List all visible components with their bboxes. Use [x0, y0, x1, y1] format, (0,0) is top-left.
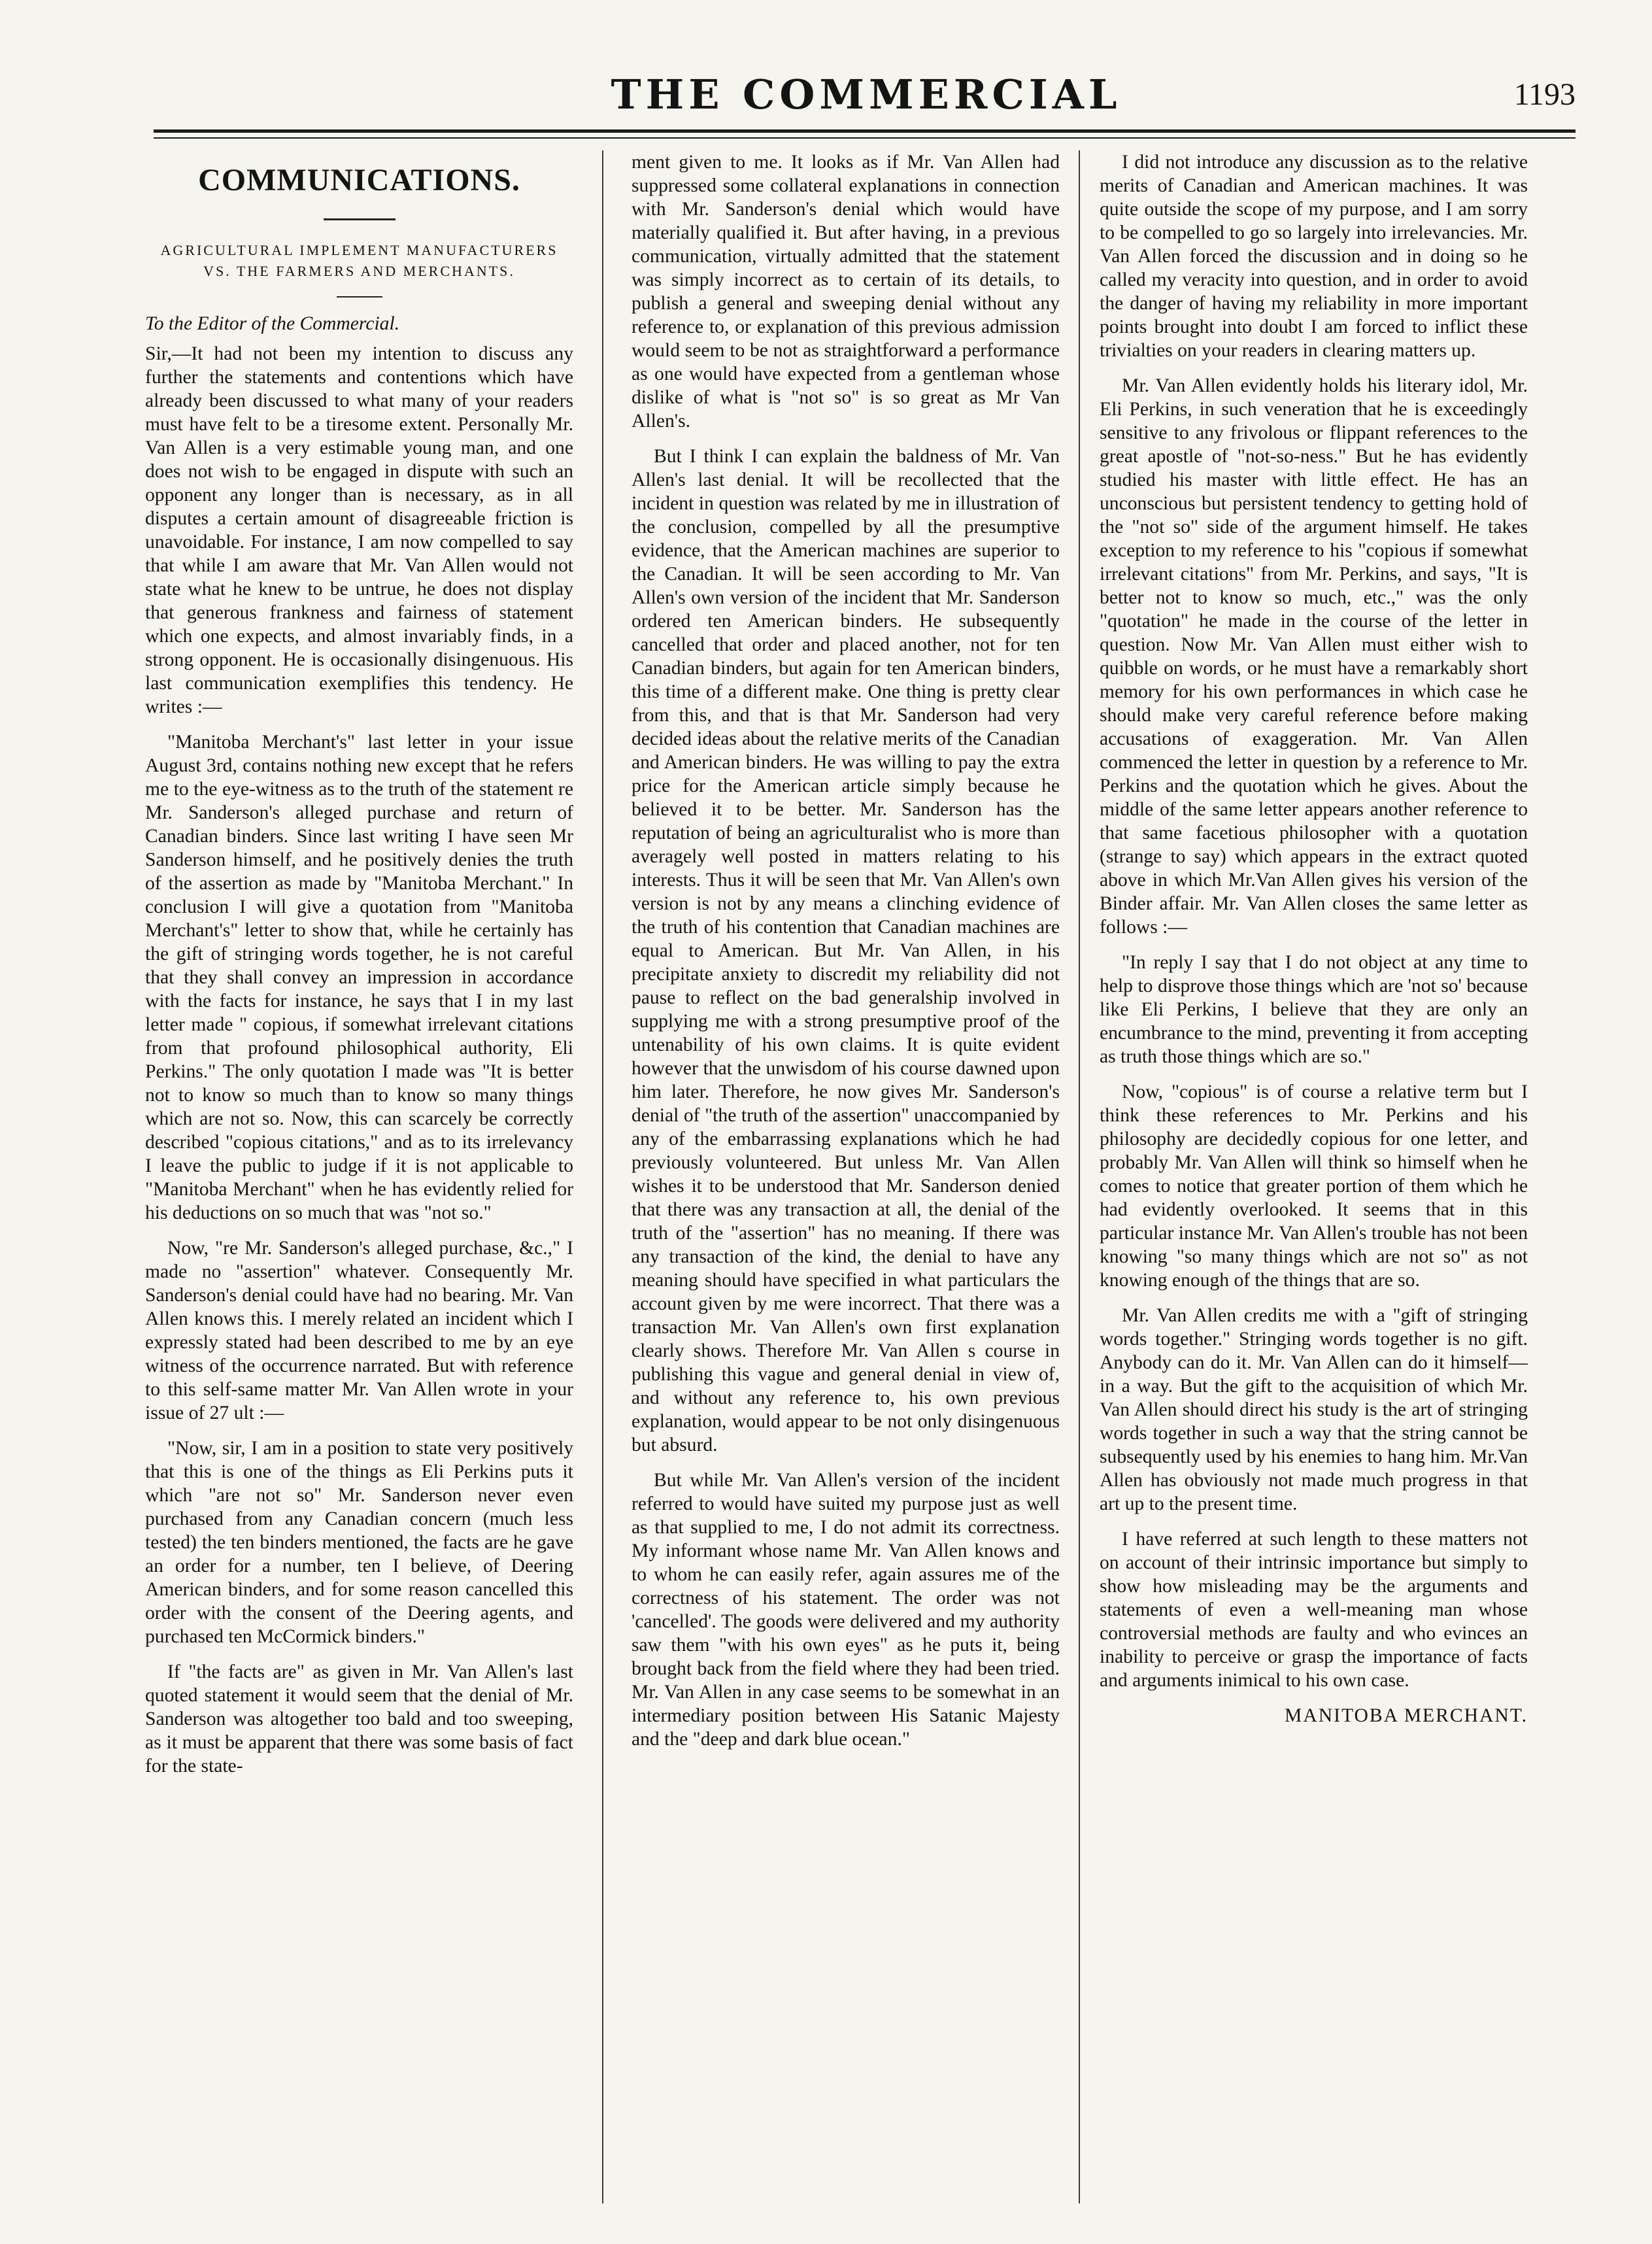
column-3: [1100, 150, 1528, 1739]
masthead: [157, 65, 1576, 128]
paragraph: Sir,—It had not been my intention to discuss any further the statements and contentions which have already been discussed to what many of your readers must have felt to be a tiresome extent. Personally Mr. Van Allen is a very estimable young man, and one does not wish to be engaged in dispute with such an opponent any longer than is necessary, as in all disputes a certain amount of disagreeable friction is unavoidable. For instance, I am now compelled to say that while I am aware that Mr. Van Allen would not state what he knew to be untrue, he does not display that generous frankness and fairness of statement which one expects, and almost invariably finds, in a strong opponent. He is occasionally disingenuous. His last communication exemplifies this tendency. He writes :—: [145, 343, 573, 717]
paragraph: Now, "copious" is of course a relative term but I think these references to Mr. Perkins and his philosophy are decidedly copious for one letter, and probably Mr. Van Allen will think so himself when he comes to notice that greater portion of them which he had evidently overlooked. It seems that in this particular instance Mr. Van Allen's trouble has not been knowing "so many things which are not so" as not knowing enough of the things that are so.: [1100, 1081, 1528, 1291]
section-heading: COMMUNICATIONS.: [198, 163, 520, 197]
letter-address: To the Editor of the Commercial.: [145, 313, 400, 334]
newspaper-title: THE COMMERCIAL: [611, 71, 1122, 118]
page-number: 1193: [1513, 77, 1576, 112]
paragraph: But while Mr. Van Allen's version of the incident referred to would have suited my purpose just as well as that supplied to me, I do not admit its correctness. My informant whose name Mr. Van Allen knows and to whom he can easily refer, again assures me of the correctness of his statement. The order was not 'cancelled'. The goods were delivered and my authority saw them "with his own eyes" as he puts it, being brought back from the field where they had been tried. Mr. Van Allen in any case seems to be somewhat in an intermediary position between His Satanic Majesty and the "deep and dark blue ocean.": [632, 1470, 1060, 1750]
column-2: [632, 150, 1060, 1763]
header-rule-thick: [154, 129, 1576, 133]
column-divider: [602, 150, 603, 2203]
paragraph: But I think I can explain the baldness of Mr. Van Allen's last denial. It will be recollected that the incident in question was related by me in illustration of the conclusion, compelled by all the presumptive evidence, that the American machines are superior to the Canadian. It will be seen according to Mr. Van Allen's own version of the incident that Mr. Sanderson ordered ten American binders. He subsequently cancelled that order and placed another, not for ten Canadian binders, but again for ten American binders, this time of a different make. One thing is pretty clear from this, and that is that Mr. Sanderson had very decided ideas about the relative merits of the Canadian and American binders. He was willing to pay the extra price for the American article simply because he believed it to be better. Mr. Sanderson has the reputation of being an agriculturalist who is more than averagely well posted in matters relating to his interests. Thus it will be seen that Mr. Van Allen's own version is not by any means a clinching evidence of the truth of his contention that Canadian machines are equal to American. But Mr. Van Allen, in his precipitate anxiety to discredit my reliability did not pause to reflect on the bad generalship involved in supplying me with a strong presumptive proof of the untenability of his own claims. It is quite evident however that the unwisdom of his course dawned upon him later. Therefore, he now gives Mr. Sanderson's denial of "the truth of the assertion" unaccompanied by any of the embarrassing explanations which he had previously volunteered. But unless Mr. Van Allen wishes it to be understood that Mr. Sanderson denied that there was any transaction at all, the denial of the truth of the "assertion" has no meaning. If there was any transaction of the kind, the denial to have any meaning should have specified in what particulars the account given by me were incorrect. That there was a transaction Mr. Van Allen's own first explanation clearly shows. Therefore Mr. Van Allen s course in publishing this vague and general denial in view of, and without any reference to, his own previous explanation, would appear to be not only disingenuous but absurd.: [632, 446, 1060, 1455]
paragraph: I did not introduce any discussion as to the relative merits of Canadian and American machines. It was quite outside the scope of my purpose, and I am sorry to be compelled to go so largely into irrelevancies. Mr. Van Allen forced the discussion and in doing so he called my veracity into question, and in order to avoid the danger of having my reliability in more important points brought into doubt I am forced to inflict these trivialties on your readers in clearing matters up.: [1100, 152, 1528, 361]
article-subheading: AGRICULTURAL IMPLEMENT MANUFACTURERS VS. THE FARMERS AND MERCHANTS.: [160, 242, 558, 279]
paragraph: Mr. Van Allen evidently holds his literary idol, Mr. Eli Perkins, in such veneration that he is exceedingly sensitive to any frivolous or flippant references to the great apostle of "not-so-ness." But he has evidently studied his master with little effect. He has an unconscious but persistent tendency to getting hold of the "not so" side of the argument himself. He takes exception to my reference to his "copious if somewhat irrelevant citations" from Mr. Perkins, and says, "It is better not to know so much, etc.," was the only "quotation" he made in the course of the letter in question. Now Mr. Van Allen must either wish to quibble on words, or he must have a remarkably short memory for his own performances in which case he should make very careful reference before making accusations of exaggeration. Mr. Van Allen commenced the letter in question by a reference to Mr. Perkins and the quotation which he gives. About the middle of the same letter appears another reference to that same facetious philosopher with a quotation (strange to say) which appears in the extract quoted above in which Mr.Van Allen gives his version of the Binder affair. Mr. Van Allen closes the same letter as follows :—: [1100, 375, 1528, 938]
paragraph: Mr. Van Allen credits me with a "gift of stringing words together." Stringing words together is no gift. Anybody can do it. Mr. Van Allen can do it himself—in a way. But the gift to the acquisition of which Mr. Van Allen should direct his study is the art of stringing words together in such a way that the string cannot be subsequently used by his enemies to hang him. Mr.Van Allen has obviously not made much progress in that art up to the present time.: [1100, 1305, 1528, 1514]
header-rule-thin: [154, 137, 1576, 139]
paragraph: Now, "re Mr. Sanderson's alleged purchase, &c.," I made no "assertion" whatever. Consequently Mr. Sanderson's denial could have had no bearing. Mr. Van Allen knows this. I merely related an incident which I expressly stated had been described to me by an eye witness of the occurrence narrated. But with reference to this self-same matter Mr. Van Allen wrote in your issue of 27 ult :—: [145, 1238, 573, 1423]
heading-rule: [324, 218, 396, 220]
subheading-rule: [337, 296, 382, 298]
signature: MANITOBA MERCHANT.: [1285, 1705, 1528, 1726]
paragraph: "In reply I say that I do not object at any time to help to disprove those things which are 'not so' because like Eli Perkins, I believe that they are only an encumbrance to the mind, preventing it from accepting as truth those things which are so.": [1100, 952, 1528, 1067]
paragraph: "Manitoba Merchant's" last letter in your issue August 3rd, contains nothing new except that he refers me to the eye-witness as to the truth of the statement re Mr. Sanderson's alleged purchase and return of Canadian binders. Since last writing I have seen Mr Sanderson himself, and he positively denies the truth of the assertion as made by "Manitoba Merchant." In conclusion I will give a quotation from "Manitoba Merchant's" letter to show that, while he certainly has the gift of stringing words together, he is not careful that they shall convey an impression in accordance with the facts for instance, he says that I in my last letter made " copious, if somewhat irrelevant citations from that profound philosophical authority, Eli Perkins." The only quotation I made was "It is better not to know so much than to know so many things which are not so. Now, this can scarcely be correctly described "copious citations," and as to its irrelevancy I leave the public to judge if it is not applicable to "Manitoba Merchant" when he has evidently relied for his deductions on so much that was "not so.": [145, 732, 573, 1223]
paragraph: If "the facts are" as given in Mr. Van Allen's last quoted statement it would seem that the denial of Mr. Sanderson was altogether too bald and too sweeping, as it must be apparent that there was some basis of fact for the state-: [145, 1661, 573, 1776]
column-1: [145, 150, 573, 1790]
paragraph: "Now, sir, I am in a position to state very positively that this is one of the things as Eli Perkins puts it which "are not so" Mr. Sanderson never even purchased from any Canadian concern (much less tested) the ten binders mentioned, the facts are he gave an order for a number, ten I believe, of Deering American binders, and for some reason cancelled this order with the consent of the Deering agents, and purchased ten McCormick binders.": [145, 1438, 573, 1647]
column-divider: [1079, 150, 1080, 2203]
paragraph: I have referred at such length to these matters not on account of their intrinsic importance but simply to show how misleading may be the arguments and statements of even a well-meaning man whose controversial methods are faulty and who evinces an inability to perceive or grasp the importance of facts and arguments inimical to his own case.: [1100, 1529, 1528, 1691]
paragraph: ment given to me. It looks as if Mr. Van Allen had suppressed some collateral explanations in connection with Mr. Sanderson's denial which would have materially qualified it. But after having, in a previous communication, virtually admitted that the statement was simply incorrect as to certain of its details, to publish a general and sweeping denial without any reference to, or explanation of this previous admission would seem to be not as straightforward a performance as one would have expected from a gentleman whose dislike of what is "not so" is so great as Mr Van Allen's.: [632, 152, 1060, 432]
